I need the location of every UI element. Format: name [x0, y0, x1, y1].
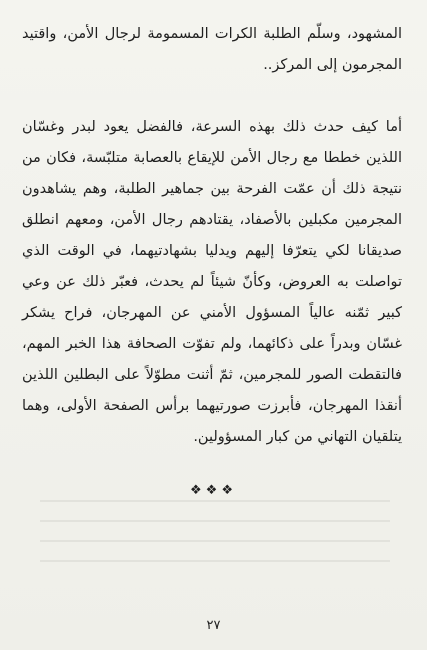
paragraph-2: أما كيف حدث ذلك بهذه السرعة، فالفضل يعود لبدر وغسّان اللذين خططا مع رجال الأمن للإيقاع بالعصابة متلبّسة، فكان من نتيجة ذلك أن عمّت الفرحة بين جماهير الطلبة، وهم يشاهدون المجرمين مكبلين بالأصفاد، يقتادهم رجال الأمن، ومعهم انطلق صديقانا لكي يتعرّفا إليهم ويدليا بشهادتيهما، في الوقت الذي تواصلت به العروض، وكأنّ شيئاً لم يحدث، فعبّر ذلك عن وعي كبير ثمّنه عالياً المسؤول الأمني عن المهرجان، فراح يشكر غسّان وبدراً على ذكائهما، ولم تفوّت الصحافة هذا الخبر المهم، فالتقطت الصور للمجرمين، ثمّ أثنت مطوّلاً على البطلين اللذين أنقذا المهرجان، فأبرزت صورتيهما برأس الصفحة الأولى، وهما يتلقيان التهاني من كبار المسؤولين.: [22, 118, 402, 445]
section-separator: ❖❖❖: [190, 483, 237, 498]
show-through-text: [40, 500, 390, 570]
page-number: ٢٧: [206, 618, 221, 633]
paragraph-1: المشهود، وسلّم الطلبة الكرات المسمومة لرجال الأمن، واقتيد المجرمون إلى المركز..: [22, 25, 402, 73]
